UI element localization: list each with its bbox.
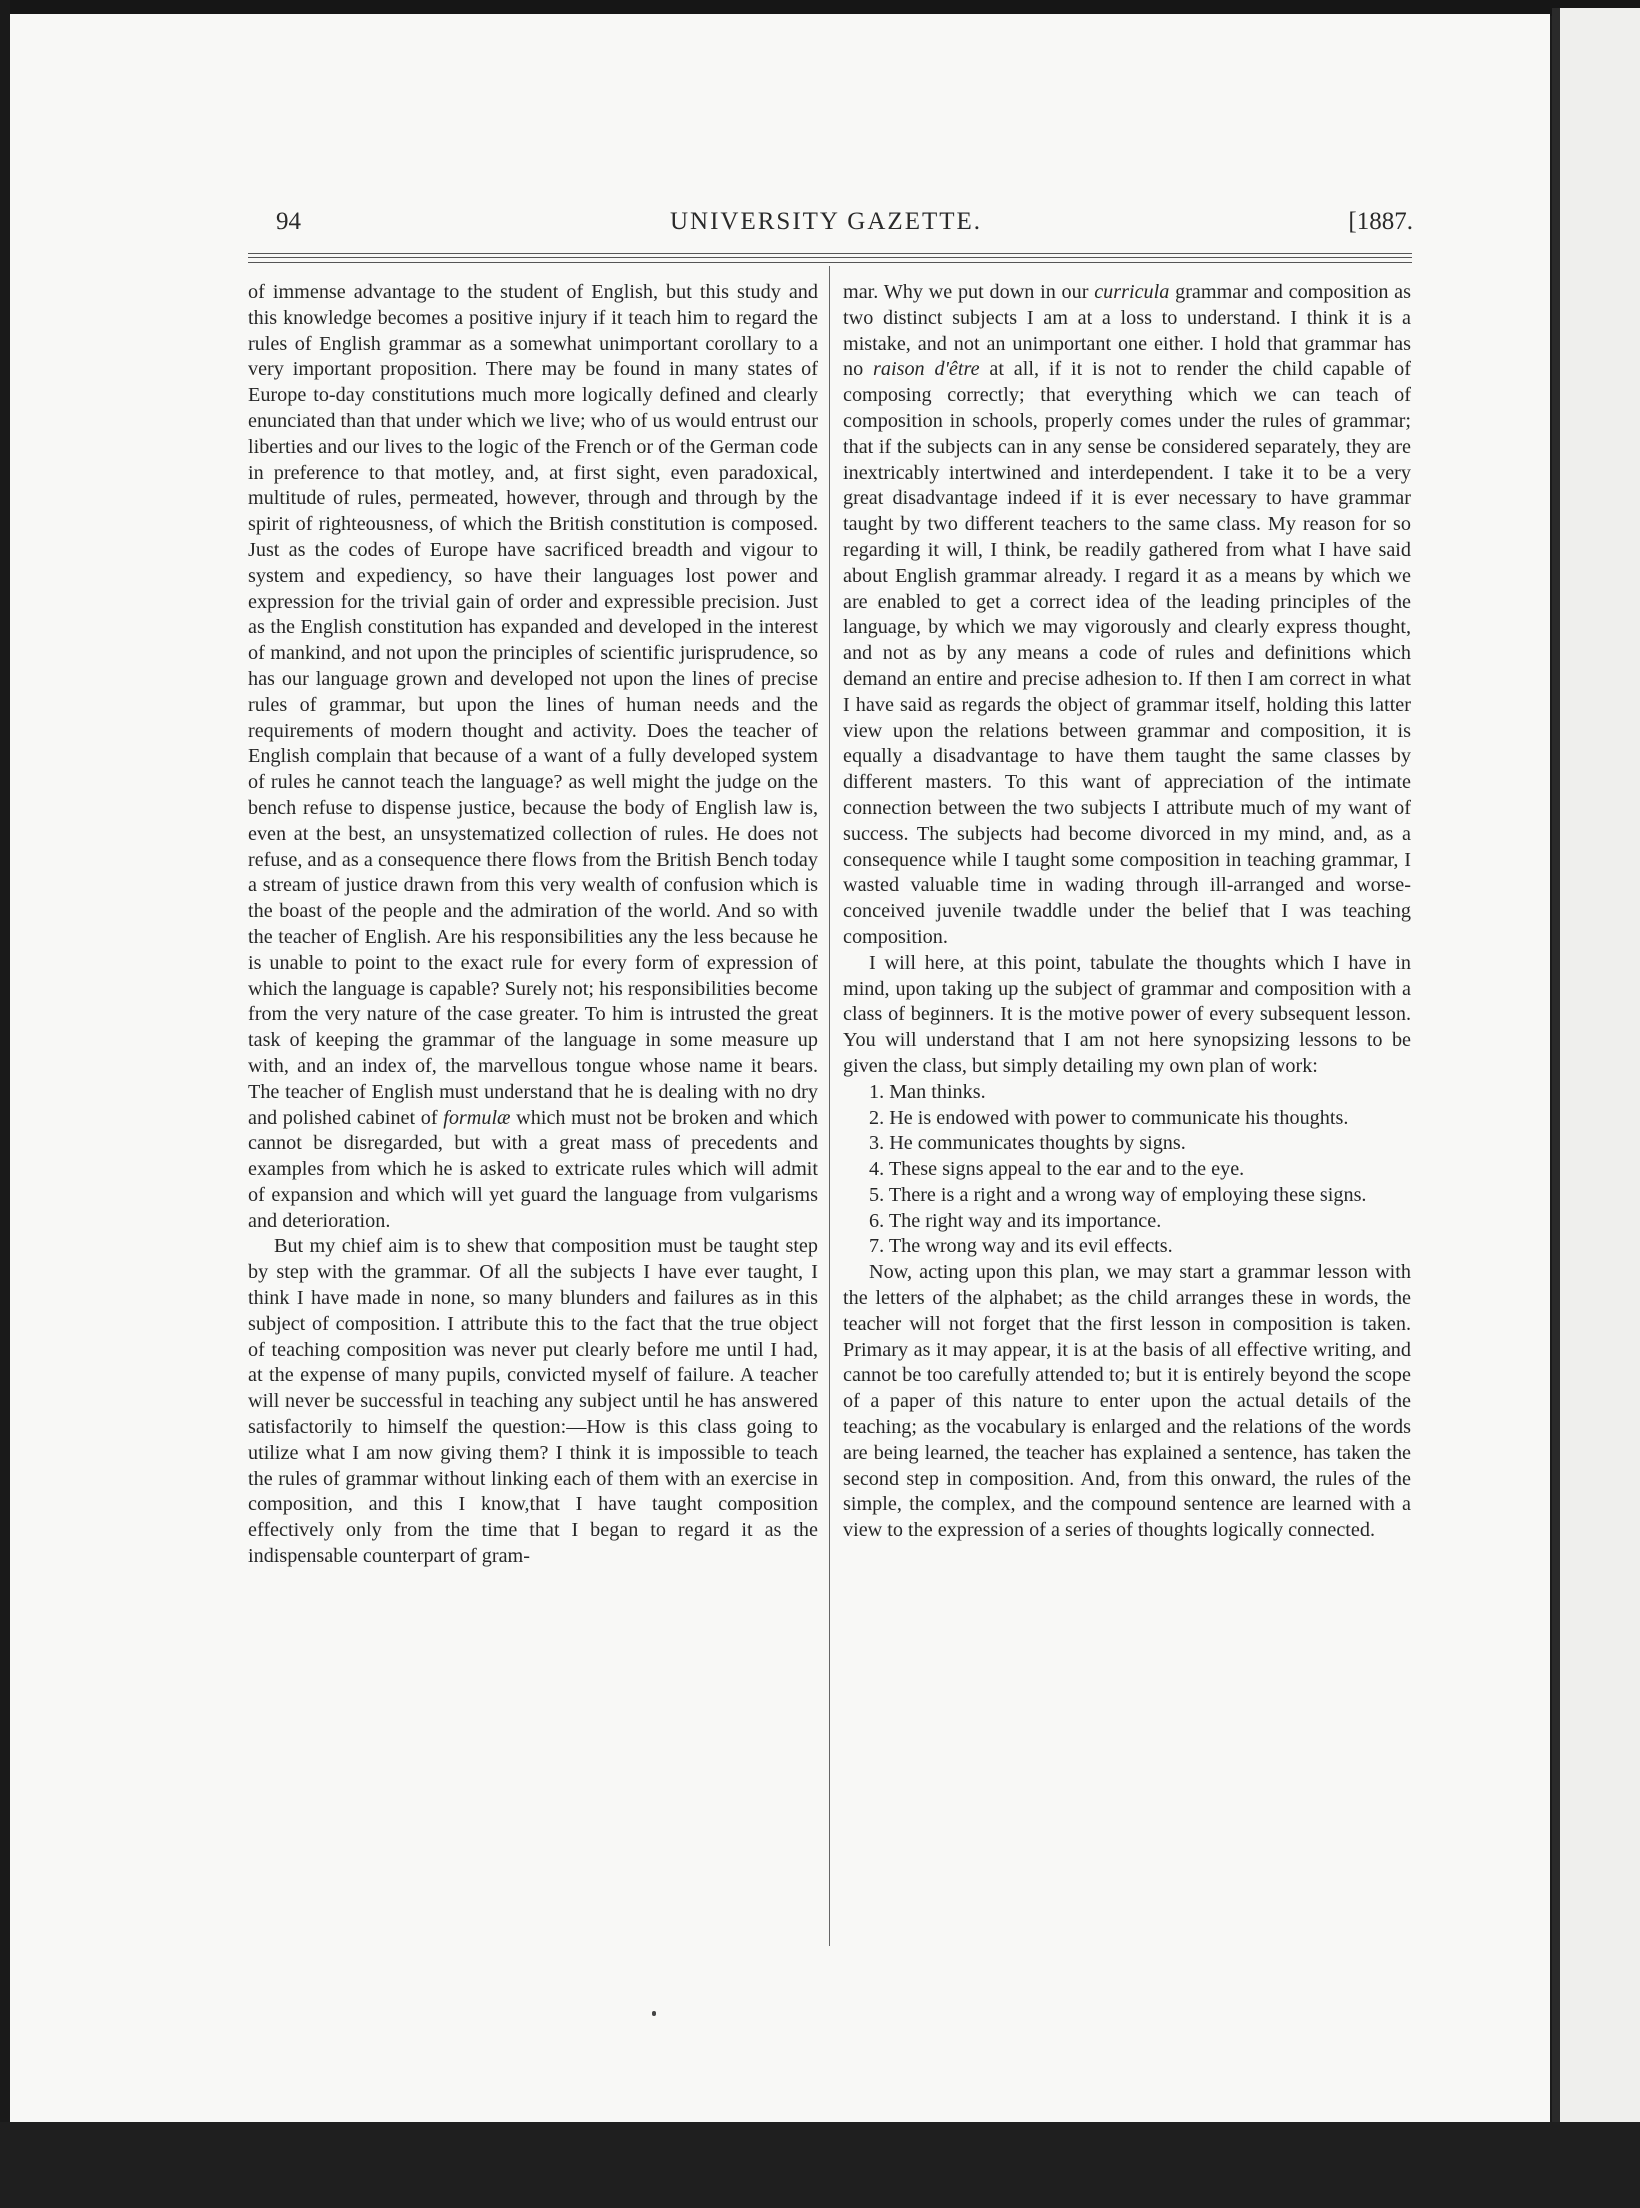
page-number: 94 (276, 208, 301, 235)
right-p1-start: mar. Why we put down in our (843, 281, 1089, 303)
left-paragraph-2: But my chief aim is to shew that composition must be taught step by step with the grammar. Of all the subjects I have ever taught, I think I have made in none, so many blunders and failures as in this subject of composition. I attribute this to the fact that the true object of teaching composition was never put clearly before me until I had, at the expense of many pupils, convicted myself of failure. A teacher will never be successful in teaching any subject until he has answered satisfactorily to himself the question:—How is this class going to utilize what I am now giving them? I think it is impossible to teach the rules of grammar without linking each of them with an exercise in composition, and this I know,that I have taught composition effectively only from the time that I began to regard it as the indispensable counterpart of gram- (248, 1235, 818, 1568)
list-item: 7. The wrong way and its evil effects. (869, 1235, 1173, 1258)
scanner-border-left (0, 0, 10, 2208)
header-rule-extra (248, 262, 1412, 263)
right-paragraph-2: I will here, at this point, tabulate the thoughts which I have in mind, upon taking up the subject of grammar and composition with a class of beginners. It is the motive power of every subsequent lesson. You will understand that I am not here synopsizing lessons to be given the class, but simply detailing my own plan of work: (843, 951, 1411, 1077)
list-item: 3. He communicates thoughts by signs. (869, 1132, 1186, 1155)
running-header (276, 208, 1413, 248)
list-item: 4. These signs appeal to the ear and to the eye. (869, 1158, 1245, 1181)
scanner-border-bottom (0, 2122, 1640, 2208)
left-p1-italic: formulæ (443, 1106, 511, 1129)
journal-title: UNIVERSITY GAZETTE. (670, 208, 983, 235)
right-paragraph-1 (843, 280, 1411, 951)
left-column (248, 280, 818, 1570)
list-item: 1. Man thinks. (869, 1080, 986, 1103)
left-p1-text: of immense advantage to the student of English, but this study and this knowledge becomes a positive injury if it teach him to regard the rules of English grammar as a somewhat unimportant corollary to a very important proposition. There may be found in many states of Europe to-day constitutions much more logically defined and clearly enunciated than that under which we live; who of us would entrust our liberties and our lives to the logic of the French or of the German code in preference to that motley, and, at first sight, even paradoxical, multitude of rules, permeated, however, through and through by the spirit of righteousness, of which the British constitution is composed. Just as the codes of Europe have sacrificed breadth and vigour to system and expediency, so have their languages lost power and expression for the trivial gain of order and expressible precision. Just as the English constitution has expanded and developed in the interest of mankind, and not upon the principles of scientific jurisprudence, so has our language grown and developed not upon the lines of precise rules of grammar, but upon the lines of human needs and the requirements of modern thought and activity. Does the teacher of English complain that because of a want of a fully developed system of rules he cannot teach the language? as well might the judge on the bench refuse to dispense justice, because the body of English law is, even at the best, an unsystematized collection of rules. He does not refuse, and as a consequence there flows from the British Bench today a stream of justice drawn from this very wealth of confusion which is the boast of the people and the admiration of the world. And so with the teacher of English. Are his responsibilities any the less because he is unable to point to the exact rule for every form of expression of which the language is capable? Surely not; his responsibilities become from the very nature of the case greater. To him is intrusted the great task of keeping the grammar of the language in some measure up with, and an index of, the marvellous tongue whose name it bears. The teacher of English must understand that he is dealing with no dry and polished cabinet of (248, 281, 818, 1129)
right-p1-mid: grammar and composition as two distinct subjects I am at a loss to understand. I think it is a mistake, and not an unimportant one either. I hold that grammar has no (843, 281, 1411, 381)
facing-page-edge (1552, 8, 1640, 2124)
right-p1-end: at all, if it is not to render the child capable of composing correctly; that everything which we can teach of composition in schools, properly comes under the rules of grammar; that if the subjects can in any sense be considered separately, they are inextricably intertwined and interdependent. I take it to be a very great disadvantage indeed if it is ever necessary to have grammar taught by two different teachers to the same class. My reason for so regarding it will, I think, be readily gathered from what I have said about English grammar already. I regard it as a means by which we are enabled to get a correct idea of the leading principles of the language, by which we may vigorously and clearly express thought, and not as by any means a code of rules and definitions which demand an entire and precise adhesion to. If then I am correct in what I have said as regards the object of grammar itself, holding this latter view upon the relations between grammar and composition, it is equally a disadvantage to have them taught the same classes by different masters. To this want of appreciation of the intimate connection between the two subjects I attribute much of my want of success. The subjects had become divorced in my mind, and, as a consequence while I taught some composition in teaching grammar, I wasted valuable time in wading through ill-arranged and worse-conceived juvenile twaddle under the belief that I was teaching composition. (843, 358, 1411, 948)
right-column (843, 280, 1411, 1544)
list-item: 5. There is a right and a wrong way of employing these signs. (869, 1183, 1367, 1206)
right-p1-italic-2: raison d'être (873, 358, 980, 381)
header-rule-bottom (248, 257, 1412, 258)
list-item: 6. The right way and its importance. (869, 1209, 1162, 1232)
list-item: 2. He is endowed with power to communicate his thoughts. (869, 1106, 1349, 1129)
header-rule-top (248, 253, 1412, 254)
right-p1-italic-1: curricula (1094, 281, 1170, 303)
column-divider (829, 266, 830, 1946)
issue-year: [1887. (1348, 208, 1413, 235)
footer-ornament (652, 2011, 656, 2016)
left-p1-end: which must not be broken and which cannot be disregarded, but with a great mass of precedents and examples from which he is asked to extricate rules which will admit of expansion and which will yet guard the language from vulgarisms and deterioration. (248, 1106, 818, 1232)
left-paragraph-1 (248, 280, 818, 1234)
right-paragraph-3: Now, acting upon this plan, we may start a grammar lesson with the letters of the alphabet; as the child arranges these in words, the teacher will not forget that the first lesson in composition is taken. Primary as it may appear, it is at the basis of all effective writing, and cannot be too carefully attended to; but it is entirely beyond the scope of a paper of this nature to enter upon the actual details of the teaching; as the vocabulary is enlarged and the relations of the words are being learned, the teacher has explained a sentence, has taken the second step in composition. And, from this onward, the rules of the simple, the complex, and the compound sentence are learned with a view to the expression of a series of thoughts logically connected. (843, 1261, 1411, 1542)
